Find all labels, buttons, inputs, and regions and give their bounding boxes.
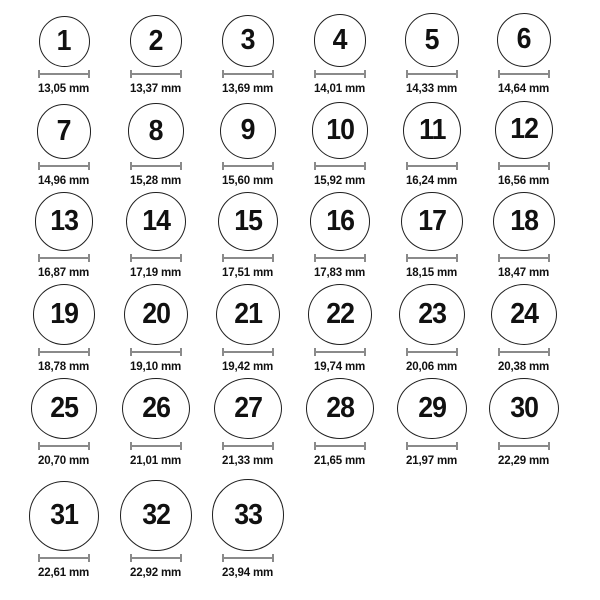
ring-circle: [489, 378, 559, 439]
ring-size-item: [386, 378, 478, 472]
measure-bar: [498, 257, 550, 259]
ring-circle: [312, 102, 369, 159]
diameter-measure-line: [314, 162, 366, 170]
diameter-measure-line: [314, 442, 366, 450]
ring-size-number: 16: [326, 205, 354, 237]
measure-bar: [406, 445, 458, 447]
measure-tick-right-icon: [88, 254, 90, 262]
measure-tick-right-icon: [88, 348, 90, 356]
ring-size-number: 12: [510, 113, 538, 146]
ring-circle: [37, 104, 92, 159]
ring-diameter-label: 15,60 mm: [222, 173, 274, 187]
ring-size-number: 4: [333, 24, 347, 57]
measure-bar: [406, 73, 458, 75]
ring-diameter-label: 16,56 mm: [498, 173, 550, 187]
ring-size-number: 22: [326, 298, 354, 330]
ring-size-item: [294, 100, 386, 192]
measure-tick-right-icon: [548, 254, 550, 262]
measure-bar: [38, 165, 90, 167]
measure-bar: [222, 557, 274, 559]
ring-size-item: [386, 100, 478, 192]
ring-diameter-label: 13,05 mm: [38, 81, 90, 95]
measure-tick-right-icon: [272, 348, 274, 356]
ring-size-number: 25: [50, 392, 78, 424]
ring-circle: [31, 378, 98, 439]
diameter-measure-line: [406, 70, 458, 78]
ring-diameter-label: 18,78 mm: [38, 359, 90, 373]
measure-bar: [130, 257, 182, 259]
ring-circle: [497, 13, 551, 67]
ring-diameter-label: 15,92 mm: [314, 173, 366, 187]
measure-tick-right-icon: [180, 554, 182, 562]
ring-size-item: [294, 192, 386, 284]
ring-diameter-label: 14,33 mm: [406, 81, 458, 95]
ring-size-item: [202, 378, 294, 472]
ring-diameter-label: 17,83 mm: [314, 265, 366, 279]
ring-diameter-label: 16,24 mm: [406, 173, 458, 187]
ring-size-item: [110, 192, 202, 284]
measure-bar: [406, 257, 458, 259]
ring-size-number: 2: [149, 24, 163, 57]
measure-bar: [406, 165, 458, 167]
ring-size-item: [110, 8, 202, 100]
measure-bar: [38, 445, 90, 447]
ring-diameter-label: 13,69 mm: [222, 81, 274, 95]
ring-size-number: 26: [142, 392, 170, 424]
measure-tick-right-icon: [180, 70, 182, 78]
ring-diameter-label: 22,29 mm: [498, 453, 550, 467]
ring-diameter-label: 20,06 mm: [406, 359, 458, 373]
ring-circle: [306, 378, 375, 439]
ring-circle: [218, 192, 278, 251]
diameter-measure-line: [406, 442, 458, 450]
measure-bar: [222, 257, 274, 259]
measure-tick-right-icon: [272, 554, 274, 562]
ring-circle: [399, 284, 464, 345]
measure-tick-right-icon: [272, 254, 274, 262]
ring-size-number: 31: [50, 499, 78, 532]
diameter-measure-line: [130, 348, 182, 356]
ring-size-item: [202, 284, 294, 378]
ring-circle: [130, 15, 182, 67]
ring-circle: [122, 378, 189, 439]
ring-circle: [126, 192, 185, 251]
measure-tick-right-icon: [364, 348, 366, 356]
ring-diameter-label: 20,38 mm: [498, 359, 550, 373]
measure-bar: [314, 445, 366, 447]
measure-bar: [38, 557, 90, 559]
ring-diameter-label: 14,01 mm: [314, 81, 366, 95]
ring-size-number: 33: [234, 498, 262, 531]
measure-bar: [130, 557, 182, 559]
measure-bar: [406, 351, 458, 353]
ring-size-item: [18, 100, 110, 192]
ring-diameter-label: 21,01 mm: [130, 453, 182, 467]
ring-size-number: 20: [142, 298, 170, 330]
ring-size-number: 23: [418, 298, 446, 330]
ring-diameter-label: 22,92 mm: [130, 565, 182, 579]
measure-bar: [314, 73, 366, 75]
ring-size-number: 11: [418, 113, 446, 146]
measure-bar: [498, 73, 550, 75]
measure-tick-right-icon: [364, 442, 366, 450]
ring-size-item: [478, 378, 570, 472]
measure-tick-right-icon: [456, 70, 458, 78]
measure-tick-right-icon: [180, 162, 182, 170]
ring-circle: [220, 103, 276, 159]
ring-size-number: 7: [57, 115, 71, 148]
diameter-measure-line: [38, 254, 90, 262]
measure-bar: [498, 165, 550, 167]
ring-size-item: [110, 284, 202, 378]
diameter-measure-line: [222, 70, 274, 78]
ring-circle: [214, 378, 282, 439]
measure-bar: [314, 351, 366, 353]
diameter-measure-line: [130, 254, 182, 262]
measure-tick-right-icon: [364, 254, 366, 262]
ring-circle: [401, 192, 462, 251]
ring-size-item: [386, 284, 478, 378]
ring-size-item: [110, 100, 202, 192]
ring-size-number: 27: [234, 392, 262, 424]
ring-size-number: 30: [510, 392, 538, 424]
diameter-measure-line: [38, 554, 90, 562]
ring-size-item: [18, 284, 110, 378]
ring-circle: [310, 192, 371, 251]
measure-bar: [38, 73, 90, 75]
ring-size-number: 28: [326, 392, 354, 424]
diameter-measure-line: [498, 70, 550, 78]
ring-size-number: 14: [142, 205, 170, 237]
ring-size-number: 17: [418, 205, 446, 237]
measure-bar: [314, 165, 366, 167]
ring-diameter-label: 14,64 mm: [498, 81, 550, 95]
ring-size-number: 21: [234, 298, 262, 330]
ring-size-number: 5: [425, 23, 439, 56]
ring-size-number: 9: [241, 114, 255, 147]
measure-tick-right-icon: [456, 162, 458, 170]
ring-diameter-label: 21,65 mm: [314, 453, 366, 467]
ring-diameter-label: 18,47 mm: [498, 265, 550, 279]
ring-size-item: [110, 472, 202, 584]
ring-size-number: 1: [57, 25, 71, 57]
measure-bar: [38, 257, 90, 259]
ring-circle: [124, 284, 187, 345]
ring-size-item: [478, 284, 570, 378]
ring-size-item: [18, 192, 110, 284]
diameter-measure-line: [222, 554, 274, 562]
diameter-measure-line: [38, 162, 90, 170]
ring-size-item: [386, 8, 478, 100]
measure-tick-right-icon: [88, 554, 90, 562]
measure-bar: [38, 351, 90, 353]
measure-tick-right-icon: [548, 442, 550, 450]
ring-size-number: 18: [510, 205, 538, 237]
diameter-measure-line: [314, 254, 366, 262]
ring-circle: [405, 13, 459, 67]
ring-diameter-label: 21,33 mm: [222, 453, 274, 467]
ring-size-item: [202, 8, 294, 100]
measure-tick-right-icon: [88, 162, 90, 170]
measure-tick-right-icon: [88, 442, 90, 450]
ring-diameter-label: 20,70 mm: [38, 453, 90, 467]
diameter-measure-line: [222, 254, 274, 262]
ring-size-number: 13: [50, 205, 78, 238]
ring-diameter-label: 23,94 mm: [222, 565, 274, 579]
measure-bar: [130, 351, 182, 353]
ring-size-number: 8: [149, 114, 163, 147]
measure-tick-right-icon: [364, 162, 366, 170]
ring-size-number: 3: [241, 24, 255, 57]
ring-size-item: [294, 378, 386, 472]
diameter-measure-line: [130, 162, 182, 170]
diameter-measure-line: [498, 348, 550, 356]
ring-size-number: 32: [142, 498, 170, 531]
diameter-measure-line: [314, 348, 366, 356]
ring-size-item: [294, 284, 386, 378]
ring-size-item: [18, 472, 110, 584]
measure-bar: [130, 73, 182, 75]
ring-circle: [35, 192, 94, 251]
ring-diameter-label: 16,87 mm: [38, 265, 90, 279]
diameter-measure-line: [406, 348, 458, 356]
ring-size-item: [110, 378, 202, 472]
ring-circle: [314, 14, 367, 67]
ring-size-number: 24: [510, 298, 538, 330]
ring-circle: [216, 284, 280, 345]
ring-size-item: [478, 192, 570, 284]
diameter-measure-line: [498, 254, 550, 262]
ring-size-item: [18, 8, 110, 100]
measure-tick-right-icon: [456, 348, 458, 356]
measure-tick-right-icon: [180, 254, 182, 262]
measure-tick-right-icon: [272, 442, 274, 450]
ring-diameter-label: 17,51 mm: [222, 265, 274, 279]
ring-circle: [222, 15, 274, 67]
ring-diameter-label: 21,97 mm: [406, 453, 458, 467]
ring-size-number: 15: [234, 205, 262, 237]
measure-bar: [222, 445, 274, 447]
ring-circle: [397, 378, 466, 439]
diameter-measure-line: [222, 162, 274, 170]
diameter-measure-line: [222, 442, 274, 450]
ring-circle: [403, 102, 461, 160]
measure-tick-right-icon: [88, 70, 90, 78]
measure-bar: [498, 351, 550, 353]
measure-bar: [130, 165, 182, 167]
ring-diameter-label: 15,28 mm: [130, 173, 182, 187]
ring-circle: [29, 481, 100, 552]
ring-size-item: [202, 100, 294, 192]
diameter-measure-line: [406, 254, 458, 262]
ring-size-number: 6: [517, 23, 531, 56]
ring-size-item: [18, 378, 110, 472]
diameter-measure-line: [130, 554, 182, 562]
ring-circle: [128, 103, 184, 159]
ring-circle: [39, 16, 90, 67]
diameter-measure-line: [498, 162, 550, 170]
ring-diameter-label: 13,37 mm: [130, 81, 182, 95]
ring-diameter-label: 19,74 mm: [314, 359, 366, 373]
ring-diameter-label: 19,10 mm: [130, 359, 182, 373]
ring-circle: [212, 479, 284, 551]
ring-circle: [33, 284, 96, 345]
ring-size-item: [294, 8, 386, 100]
measure-tick-right-icon: [548, 162, 550, 170]
diameter-measure-line: [38, 70, 90, 78]
ring-circle: [308, 284, 373, 345]
ring-size-number: 19: [50, 298, 78, 330]
ring-circle: [493, 192, 555, 251]
measure-tick-right-icon: [272, 70, 274, 78]
diameter-measure-line: [130, 442, 182, 450]
measure-bar: [222, 165, 274, 167]
ring-circle: [120, 480, 191, 551]
ring-diameter-label: 19,42 mm: [222, 359, 274, 373]
measure-bar: [130, 445, 182, 447]
measure-tick-right-icon: [456, 442, 458, 450]
measure-tick-right-icon: [180, 442, 182, 450]
diameter-measure-line: [314, 70, 366, 78]
measure-tick-right-icon: [180, 348, 182, 356]
ring-size-number: 29: [418, 392, 446, 424]
measure-bar: [498, 445, 550, 447]
measure-tick-right-icon: [548, 70, 550, 78]
measure-tick-right-icon: [272, 162, 274, 170]
ring-diameter-label: 14,96 mm: [38, 173, 90, 187]
diameter-measure-line: [222, 348, 274, 356]
measure-bar: [222, 351, 274, 353]
ring-size-item: [386, 192, 478, 284]
ring-size-item: [202, 472, 294, 584]
diameter-measure-line: [498, 442, 550, 450]
ring-circle: [495, 101, 553, 159]
diameter-measure-line: [406, 162, 458, 170]
measure-bar: [314, 257, 366, 259]
ring-circle: [491, 284, 557, 345]
measure-tick-right-icon: [364, 70, 366, 78]
measure-tick-right-icon: [548, 348, 550, 356]
ring-size-number: 10: [326, 114, 354, 147]
ring-size-item: [202, 192, 294, 284]
diameter-measure-line: [38, 348, 90, 356]
measure-tick-right-icon: [456, 254, 458, 262]
measure-bar: [222, 73, 274, 75]
ring-size-item: [478, 8, 570, 100]
diameter-measure-line: [38, 442, 90, 450]
ring-diameter-label: 17,19 mm: [130, 265, 182, 279]
ring-diameter-label: 18,15 mm: [406, 265, 458, 279]
ring-size-item: [478, 100, 570, 192]
diameter-measure-line: [130, 70, 182, 78]
ring-diameter-label: 22,61 mm: [38, 565, 90, 579]
